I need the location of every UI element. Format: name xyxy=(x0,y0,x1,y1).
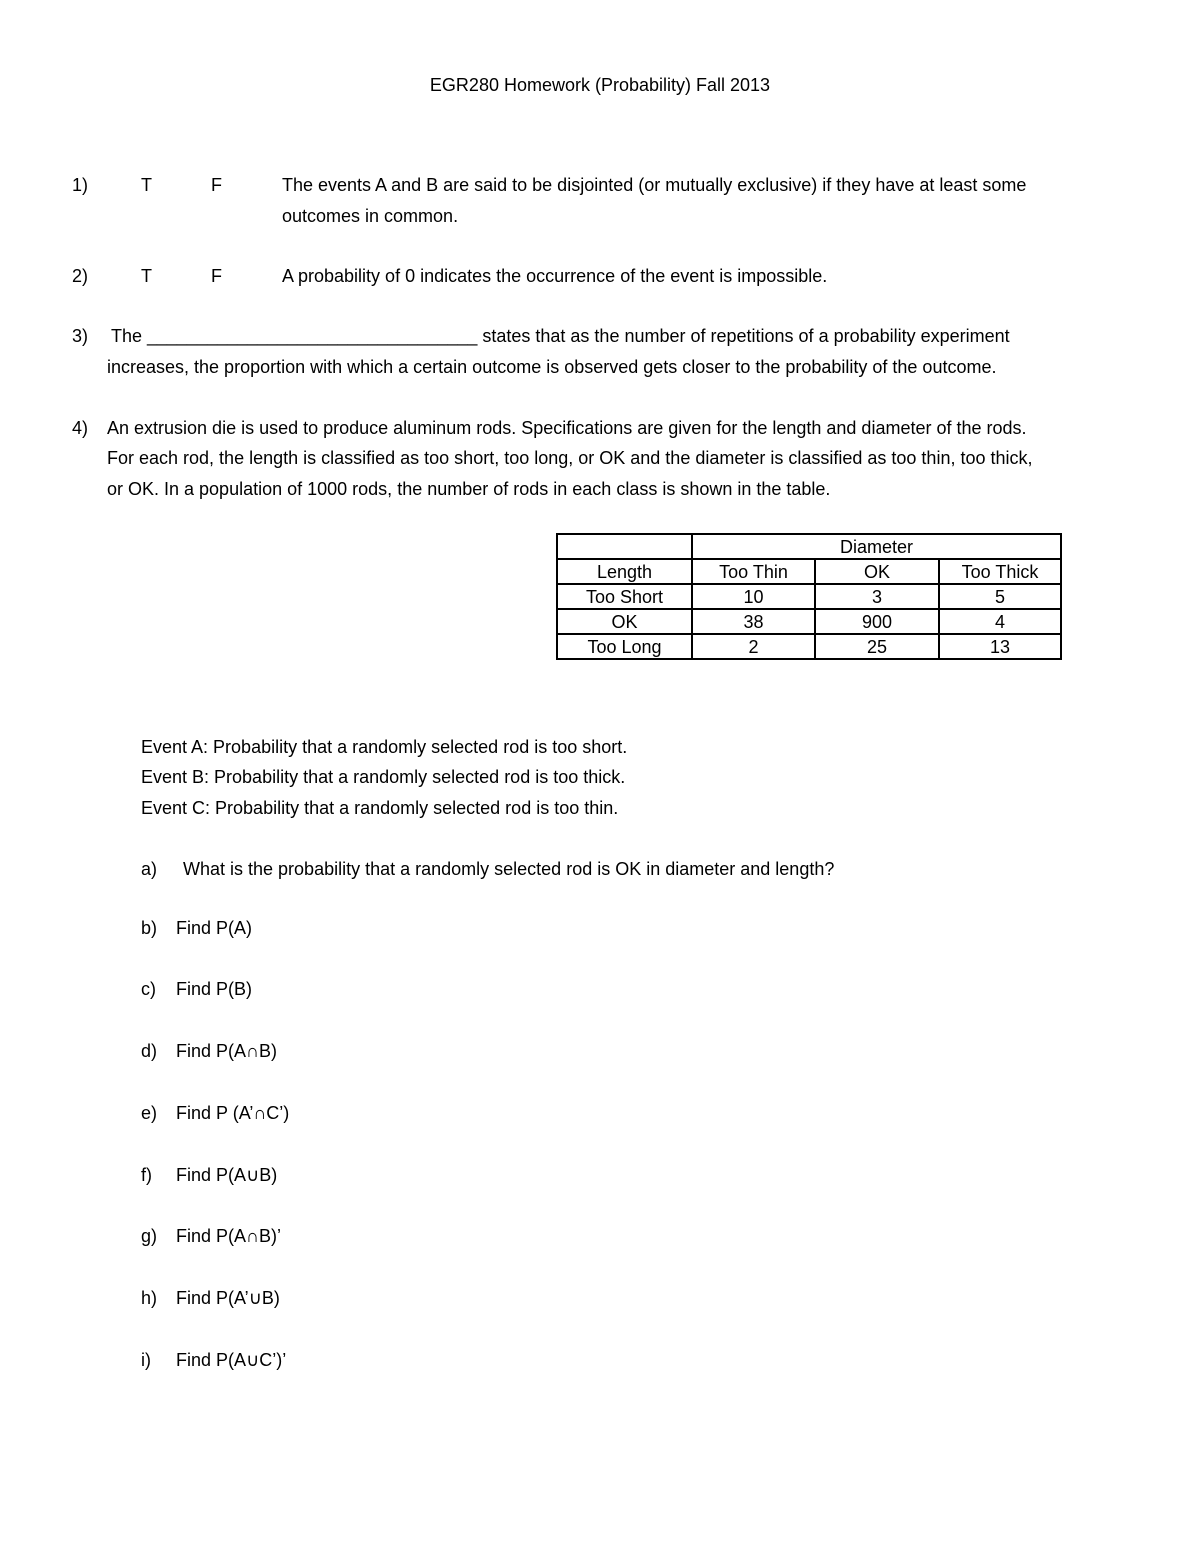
table-cell: 25 xyxy=(815,634,939,659)
length-header: Length xyxy=(557,559,692,584)
question-label-i: i) xyxy=(141,1350,151,1370)
question-text-c: Find P(B) xyxy=(176,979,253,999)
q4-text-line1: An extrusion die is used to produce aluminum rods. Specifications are given for the length and diameter of the rods. xyxy=(107,418,1027,438)
column-header: Too Thin xyxy=(692,559,815,584)
question-text-i: Find P(A∪C’)’ xyxy=(176,1350,287,1370)
table-cell: 2 xyxy=(692,634,815,659)
row-label: Too Long xyxy=(557,634,692,659)
table-cell: 38 xyxy=(692,609,815,634)
q1-text-line2: outcomes in common. xyxy=(282,206,459,226)
q1-number: 1) xyxy=(72,175,89,195)
question-label-d: d) xyxy=(141,1041,158,1061)
row-label: OK xyxy=(557,609,692,634)
event-a: Event A: Probability that a randomly selected rod is too short. xyxy=(141,737,628,757)
q3-number: 3) xyxy=(72,326,89,346)
q3-text-line2: increases, the proportion with which a certain outcome is observed gets closer to the probability of the outcome. xyxy=(107,357,997,377)
q2-true-option[interactable]: T xyxy=(141,266,152,286)
question-text-a: What is the probability that a randomly selected rod is OK in diameter and length? xyxy=(183,859,835,879)
q1-false-option[interactable]: F xyxy=(211,175,222,195)
question-text-g: Find P(A∩B)’ xyxy=(176,1226,281,1246)
q1-true-option[interactable]: T xyxy=(141,175,152,195)
event-c: Event C: Probability that a randomly selected rod is too thin. xyxy=(141,798,619,818)
question-label-a: a) xyxy=(141,859,158,879)
q4-number: 4) xyxy=(72,418,89,438)
table-cell: 13 xyxy=(939,634,1061,659)
q4-text-line3: or OK. In a population of 1000 rods, the number of rods in each class is shown in the table. xyxy=(107,479,831,499)
q2-false-option[interactable]: F xyxy=(211,266,222,286)
q1-text-line1: The events A and B are said to be disjointed (or mutually exclusive) if they have at least some xyxy=(282,175,1027,195)
table-header-row xyxy=(557,534,1061,559)
q2-text: A probability of 0 indicates the occurrence of the event is impossible. xyxy=(282,266,828,286)
table-row xyxy=(557,584,1061,609)
table-corner-cell xyxy=(557,534,692,559)
question-label-g: g) xyxy=(141,1226,158,1246)
diameter-header: Diameter xyxy=(692,534,1061,559)
question-label-f: f) xyxy=(141,1165,152,1185)
question-text-h: Find P(A’∪B) xyxy=(176,1288,280,1308)
question-label-b: b) xyxy=(141,918,158,938)
table-row xyxy=(557,609,1061,634)
table-cell: 5 xyxy=(939,584,1061,609)
row-label: Too Short xyxy=(557,584,692,609)
rods-table xyxy=(556,533,1062,660)
q3-text-line1: The _________________________________ states that as the number of repetitions of a probability experiment xyxy=(111,326,1010,346)
table-cell: 4 xyxy=(939,609,1061,634)
event-b: Event B: Probability that a randomly selected rod is too thick. xyxy=(141,767,626,787)
question-label-c: c) xyxy=(141,979,156,999)
question-text-d: Find P(A∩B) xyxy=(176,1041,277,1061)
column-header: Too Thick xyxy=(939,559,1061,584)
question-text-f: Find P(A∪B) xyxy=(176,1165,278,1185)
question-label-h: h) xyxy=(141,1288,158,1308)
page-title: EGR280 Homework (Probability) Fall 2013 xyxy=(429,75,771,95)
table-cell: 900 xyxy=(815,609,939,634)
question-text-e: Find P (A’∩C’) xyxy=(176,1103,290,1123)
question-label-e: e) xyxy=(141,1103,158,1123)
table-cell: 10 xyxy=(692,584,815,609)
question-text-b: Find P(A) xyxy=(176,918,253,938)
q2-number: 2) xyxy=(72,266,89,286)
column-header: OK xyxy=(815,559,939,584)
q4-text-line2: For each rod, the length is classified as too short, too long, or OK and the diameter is classified as too thin, too thick, xyxy=(107,448,1033,468)
table-cell: 3 xyxy=(815,584,939,609)
table-subheader-row xyxy=(557,559,1061,584)
table-row xyxy=(557,634,1061,659)
